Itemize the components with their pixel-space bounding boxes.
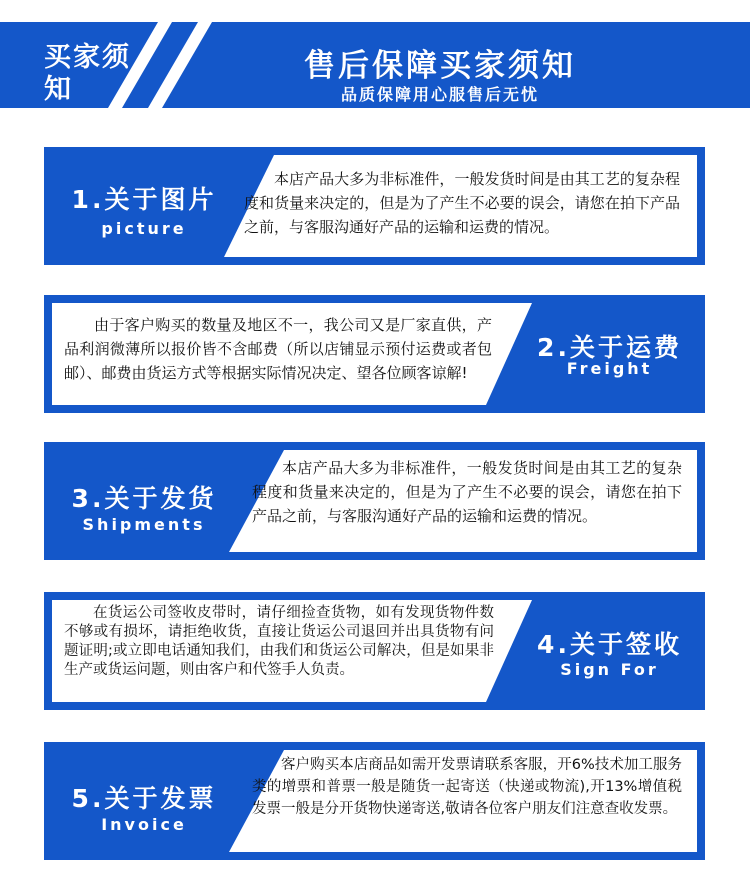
section-sign-for: [44, 592, 705, 710]
section-title-en: picture: [101, 219, 187, 238]
section-invoice: [44, 742, 705, 860]
header-tag: 买家须知: [44, 42, 131, 105]
page-subtitle: 品质保障用心服售后无忧: [340, 85, 539, 104]
section-title-en: Shipments: [82, 515, 206, 534]
section-title: 1.关于图片: [71, 185, 217, 214]
section-title: 3.关于发货: [71, 484, 217, 513]
section-body: 本店产品大多为非标准件，一般发货时间是由其工艺的复杂程度和货量来决定的，但是为了产生不必要的误会，请您在拍下产品之前，与客服沟通好产品的运输和运费的情况。: [244, 170, 680, 236]
section-body: 本店产品大多为非标准件，一般发货时间是由其工艺的复杂程度和货量来决定的，但是为了产生不必要的误会，请您在拍下产品之前，与客服沟通好产品的运输和运费的情况。: [252, 459, 682, 525]
header-banner: [0, 0, 750, 118]
section-title: 5.关于发票: [71, 784, 217, 813]
section-shipments: [44, 442, 705, 560]
section-freight: [44, 295, 705, 413]
section-body: 由于客户购买的数量及地区不一，我公司又是厂家直供，产品利润微薄所以报价皆不含邮费（所以店铺显示预付运费或者包邮）、邮费由货运方式等根据实际情况决定、望各位顾客谅解!: [64, 316, 492, 382]
section-title-en: Sign For: [560, 660, 659, 679]
section-body: 在货运公司签收皮带时，请仔细捡查货物，如有发现货物件数不够或有损坏，请拒绝收货，直接让货运公司退回并出具货物有问题证明;或立即电话通知我们，由我们和货运公司解决，但是如果非生产或货运问题，则由客户和代签手人负责。: [64, 605, 494, 678]
section-title-en: Freight: [566, 359, 653, 378]
section-title: 2.关于运费: [537, 333, 682, 362]
section-title-en: Invoice: [101, 815, 187, 834]
section-body: 客户购买本店商品如需开发票请联系客服，开6%技术加工服务类的增票和普票一般是随货一起寄送（快递或物流),开13%增值税发票一般是分开货物快递寄送,敬请各位客户朋友们注意查收发票。: [252, 757, 682, 817]
section-title: 4.关于签收: [537, 630, 682, 659]
section-picture: [44, 147, 705, 265]
page-title: 售后保障买家须知: [304, 48, 576, 84]
